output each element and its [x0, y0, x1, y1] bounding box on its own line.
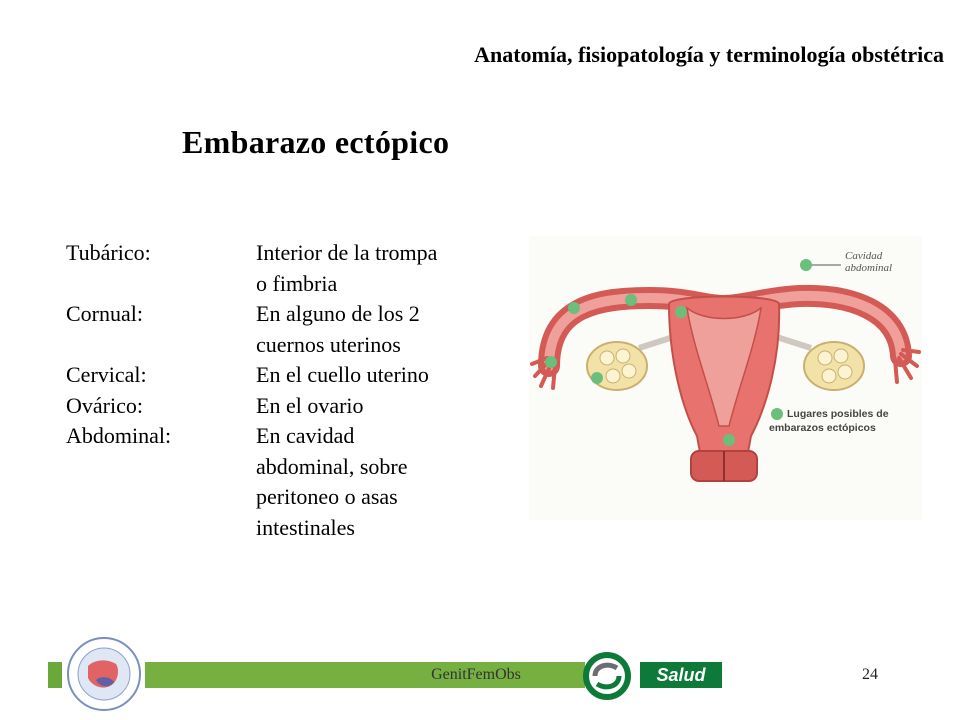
definition-text	[256, 360, 506, 391]
definition-row	[66, 360, 506, 391]
definition-line: En cavidad	[256, 423, 355, 448]
legend-label: Lugares posibles de	[787, 408, 889, 420]
salud-brand: Salud	[640, 662, 722, 688]
definition-line: En el ovario	[256, 392, 364, 418]
cavity-label: Cavidad abdominal	[845, 250, 893, 274]
right-ovary	[804, 342, 864, 390]
legend-marker	[771, 408, 783, 420]
uterus-illustration	[529, 236, 922, 520]
definition-term: Cervical:	[66, 362, 147, 387]
marker-cornual	[675, 306, 687, 318]
definition-row	[66, 391, 506, 422]
marker-tubal	[625, 294, 637, 306]
definition-term: Abdominal:	[66, 423, 172, 448]
definition-line: intestinales	[256, 514, 355, 540]
footer-text: GenitFemObs	[431, 666, 521, 683]
definition-term: Ovárico:	[66, 392, 143, 418]
institution-seal-icon	[66, 636, 142, 712]
definition-line: abdominal, sobre	[256, 453, 408, 479]
marker-cervical	[723, 434, 735, 446]
page-number: 24	[862, 666, 878, 683]
definition-line: En alguno de los 2	[256, 301, 420, 326]
definition-text	[256, 421, 506, 543]
definition-text	[256, 391, 506, 422]
definition-list	[66, 238, 506, 543]
definition-term: Tubárico:	[66, 240, 151, 265]
marker-ovarian	[591, 372, 603, 384]
definition-line: Interior de la trompa	[256, 240, 438, 265]
header-title: Anatomía, fisiopatología y terminología obstétrica	[474, 42, 944, 67]
definition-line: cuernos uterinos	[256, 331, 401, 357]
definition-line: o fimbria	[256, 270, 338, 296]
marker-abdominal	[800, 259, 812, 271]
definition-line: peritoneo o asas	[256, 484, 398, 509]
definition-line: En el cuello uterino	[256, 362, 429, 387]
marker-tubal	[568, 302, 580, 314]
definition-text	[256, 238, 506, 299]
definition-row	[66, 421, 506, 543]
slide-title: Embarazo ectópico	[182, 124, 450, 160]
uterus-drawing	[529, 236, 922, 520]
definition-row	[66, 299, 506, 360]
definition-row	[66, 238, 506, 299]
marker-fimbria	[545, 356, 557, 368]
definition-text	[256, 299, 506, 360]
definition-term: Cornual:	[66, 301, 143, 326]
legend-label-second: embarazos ectópicos	[769, 422, 876, 434]
